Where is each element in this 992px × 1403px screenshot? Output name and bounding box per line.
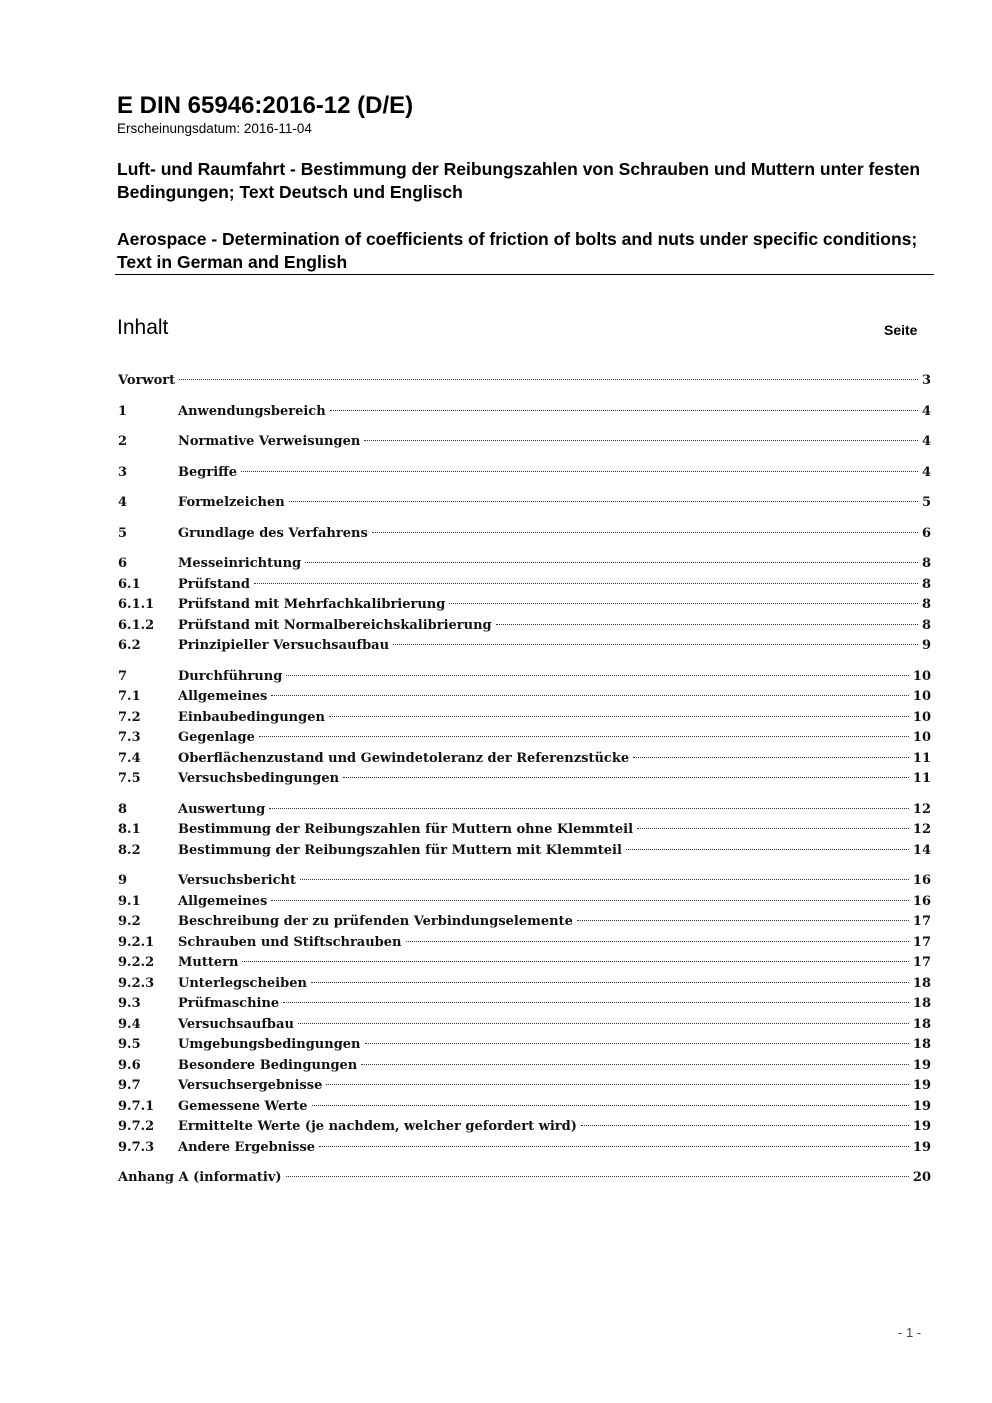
toc-entry-page: 4 [921,403,931,419]
toc-entry[interactable] [118,769,931,790]
toc-entry-page: 8 [921,576,931,592]
toc-entry-page: 6 [921,525,931,541]
toc-entry-page: 4 [921,464,931,480]
toc-entry-number: 7 [118,668,128,684]
toc-entry[interactable] [118,1097,931,1118]
toc-entry-page: 20 [912,1170,931,1185]
toc-entry-title: Normative Verweisungen [178,434,361,449]
toc-entry-number: 9.2 [118,914,141,929]
toc-entry-page: 19 [912,1119,931,1134]
toc-entry-page: 14 [912,842,931,858]
title-english: Aerospace - Determination of coefficients of friction of bolts and nuts under specific conditions; Text in German and English [117,229,918,272]
toc-entry-title: Umgebungsbedingungen [178,1037,361,1052]
toc-entry[interactable] [118,800,931,821]
toc-dot-leader [364,440,918,441]
toc-entry-title: Prüfstand mit Normalbereichskalibrierung [178,617,492,633]
toc-entry-title: Vorwort [118,373,176,388]
toc-entry[interactable] [118,974,931,995]
toc-entry-title: Andere Ergebnisse [178,1139,316,1155]
toc-entry-number: 6 [118,556,128,571]
toc-entry[interactable] [118,953,931,974]
toc-entry-number: 9.6 [118,1057,141,1073]
toc-dot-leader [319,1146,909,1147]
toc-dot-leader [326,1084,909,1085]
toc-entry-page: 10 [912,709,931,725]
toc-entry-title: Schrauben und Stiftschrauben [178,934,402,950]
toc-entry-page: 16 [912,873,931,888]
toc-dot-leader [242,961,908,962]
toc-entry-title: Bestimmung der Reibungszahlen für Muttern mit Klemmteil [178,842,622,858]
toc-entry[interactable] [118,1138,931,1159]
toc-dot-leader [241,471,918,472]
toc-entry-number: 9.5 [118,1037,141,1052]
toc-entry-number: 9.4 [118,1016,141,1032]
toc-entry[interactable] [118,636,931,657]
toc-dot-leader [179,379,918,380]
toc-entry-page: 19 [912,1057,931,1073]
toc-entry-title: Messeinrichtung [178,556,302,571]
page-column-label: Seite [884,322,918,338]
toc-entry-title: Versuchsaufbau [178,1016,294,1032]
toc-entry-page: 10 [912,689,931,704]
toc-entry[interactable] [118,912,931,933]
toc-entry-number: 9.2.2 [118,955,155,970]
toc-entry-page: 18 [912,1037,931,1052]
toc-entry-number: 9.7 [118,1078,141,1093]
toc-entry-title: Muttern [178,955,239,970]
toc-dot-leader [269,808,909,809]
toc-dot-leader [312,1105,909,1106]
toc-entry-number: 9.2.1 [118,934,155,950]
toc-entry-title: Auswertung [178,801,266,817]
toc-dot-leader [393,644,918,645]
toc-entry-page: 9 [921,638,931,653]
toc-entry[interactable] [118,1117,931,1138]
toc-entry[interactable] [118,728,931,749]
toc-entry-number: 7.1 [118,689,141,704]
toc-entry-page: 5 [921,495,931,510]
toc-entry-title: Prinzipieller Versuchsaufbau [178,638,390,653]
toc-entry-page: 8 [921,597,931,612]
toc-entry-number: 4 [118,495,128,510]
toc-entry-number: 5 [118,525,128,541]
toc-entry[interactable] [118,616,931,637]
header-divider [115,274,934,275]
toc-entry-number: 8 [118,801,128,817]
toc-entry-title: Formelzeichen [178,495,285,510]
toc-entry-title: Begriffe [178,464,238,480]
toc-entry[interactable] [118,892,931,913]
toc-entry-number: 6.1.2 [118,617,155,633]
toc-dot-leader [271,900,909,901]
toc-entry[interactable] [118,1076,931,1097]
toc-entry-title: Allgemeines [178,893,268,909]
toc-entry-number: 8.1 [118,822,141,837]
toc-entry[interactable] [118,667,931,688]
toc-entry-number: 7.5 [118,771,141,786]
toc-entry-number: 1 [118,403,128,419]
toc-dot-leader [254,583,918,584]
toc-entry-number: 9.7.1 [118,1098,155,1114]
toc-dot-leader [271,695,909,696]
toc-dot-leader [298,1023,909,1024]
toc-dot-leader [283,1002,909,1003]
toc-entry-number: 9.2.3 [118,975,155,991]
toc-dot-leader [311,982,909,983]
toc-entry-title: Ermittelte Werte (je nachdem, welcher gefordert wird) [178,1119,577,1134]
toc-entry[interactable] [118,820,931,841]
toc-entry-title: Grundlage des Verfahrens [178,525,368,541]
toc-entry-number: 7.4 [118,750,141,766]
toc-entry-page: 8 [921,556,931,571]
toc-entry-title: Prüfstand [178,576,250,592]
table-of-contents [118,371,931,1189]
toc-dot-leader [581,1125,909,1126]
toc-entry-title: Durchführung [178,668,283,684]
toc-entry[interactable] [118,371,931,392]
toc-dot-leader [449,603,918,604]
toc-dot-leader [365,1043,909,1044]
toc-entry[interactable] [118,432,931,453]
toc-entry-page: 10 [912,668,931,684]
toc-entry-page: 11 [912,771,931,786]
toc-entry[interactable] [118,994,931,1015]
toc-entry-page: 19 [912,1098,931,1114]
toc-entry-number: 7.2 [118,709,141,725]
toc-entry-title: Oberflächenzustand und Gewindetoleranz der Referenzstücke [178,750,630,766]
toc-entry-number: 6.2 [118,638,141,653]
toc-entry[interactable] [118,575,931,596]
toc-entry-title: Einbaubedingungen [178,709,325,725]
toc-entry[interactable] [118,933,931,954]
toc-entry[interactable] [118,708,931,729]
toc-entry-title: Prüfstand mit Mehrfachkalibrierung [178,597,446,612]
toc-entry-page: 16 [912,893,931,909]
contents-heading: Inhalt [117,316,169,339]
toc-entry[interactable] [118,1168,931,1189]
toc-entry-number: 6.1.1 [118,597,155,612]
toc-entry-page: 3 [921,373,931,388]
toc-dot-leader [305,562,918,563]
toc-entry[interactable] [118,463,931,484]
toc-dot-leader [637,828,909,829]
toc-entry-title: Beschreibung der zu prüfenden Verbindungselemente [178,914,573,929]
toc-dot-leader [626,849,909,850]
toc-dot-leader [633,757,909,758]
toc-entry-title: Besondere Bedingungen [178,1057,358,1073]
toc-entry[interactable] [118,1056,931,1077]
toc-dot-leader [286,1176,909,1177]
toc-dot-leader [259,736,909,737]
toc-entry[interactable] [118,595,931,616]
toc-entry[interactable] [118,871,931,892]
toc-entry[interactable] [118,524,931,545]
toc-entry-number: 9.3 [118,996,141,1011]
toc-entry-number: 7.3 [118,730,141,745]
toc-entry-number: 8.2 [118,842,141,858]
toc-entry-page: 18 [912,996,931,1011]
toc-entry[interactable] [118,841,931,862]
toc-dot-leader [343,777,909,778]
toc-entry-title: Versuchsbedingungen [178,771,340,786]
toc-dot-leader [406,941,909,942]
toc-entry-page: 12 [912,822,931,837]
toc-entry[interactable] [118,687,931,708]
toc-dot-leader [361,1064,909,1065]
toc-dot-leader [286,675,909,676]
toc-entry[interactable] [118,493,931,514]
toc-dot-leader [289,501,918,502]
toc-entry-title: Unterlegscheiben [178,975,307,991]
toc-entry-title: Versuchsbericht [178,873,296,888]
toc-entry-page: 19 [912,1139,931,1155]
toc-entry-page: 10 [912,730,931,745]
toc-entry-title: Prüfmaschine [178,996,280,1011]
toc-entry-page: 4 [921,434,931,449]
toc-entry-title: Allgemeines [178,689,268,704]
toc-entry-title: Anwendungsbereich [178,403,326,419]
toc-entry-title: Versuchsergebnisse [178,1078,323,1093]
toc-dot-leader [372,532,918,533]
toc-dot-leader [496,624,918,625]
toc-entry[interactable] [118,402,931,423]
toc-entry-page: 12 [912,801,931,817]
toc-entry-title: Gemessene Werte [178,1098,308,1114]
toc-entry[interactable] [118,1035,931,1056]
page-number: - 1 - [898,1325,922,1340]
toc-entry-title: Gegenlage [178,730,255,745]
toc-entry-number: 6.1 [118,576,141,592]
release-date: Erscheinungsdatum: 2016-11-04 [117,121,312,136]
toc-entry-page: 18 [912,975,931,991]
title-german: Luft- und Raumfahrt - Bestimmung der Reibungszahlen von Schrauben und Muttern unter festen Bedingungen; Text Deutsch und Englisch [117,159,921,202]
toc-entry[interactable] [118,554,931,575]
toc-entry-number: 3 [118,464,128,480]
toc-entry-number: 9.7.3 [118,1139,155,1155]
toc-entry-page: 11 [912,750,931,766]
toc-dot-leader [577,920,909,921]
toc-entry-page: 19 [912,1078,931,1093]
toc-entry-number: 9 [118,873,128,888]
toc-entry-page: 18 [912,1016,931,1032]
toc-dot-leader [330,410,918,411]
toc-entry-page: 17 [912,914,931,929]
toc-entry-title: Bestimmung der Reibungszahlen für Muttern ohne Klemmteil [178,822,634,837]
toc-entry-page: 17 [912,955,931,970]
toc-entry-number: 2 [118,434,128,449]
toc-entry-page: 8 [921,617,931,633]
toc-entry[interactable] [118,1015,931,1036]
document-id: E DIN 65946:2016-12 (D/E) [117,92,414,119]
toc-entry-page: 17 [912,934,931,950]
toc-entry-number: 9.7.2 [118,1119,155,1134]
toc-entry-title: Anhang A (informativ) [118,1170,282,1185]
toc-entry[interactable] [118,749,931,770]
toc-dot-leader [329,716,909,717]
toc-dot-leader [300,879,909,880]
toc-entry-number: 9.1 [118,893,141,909]
